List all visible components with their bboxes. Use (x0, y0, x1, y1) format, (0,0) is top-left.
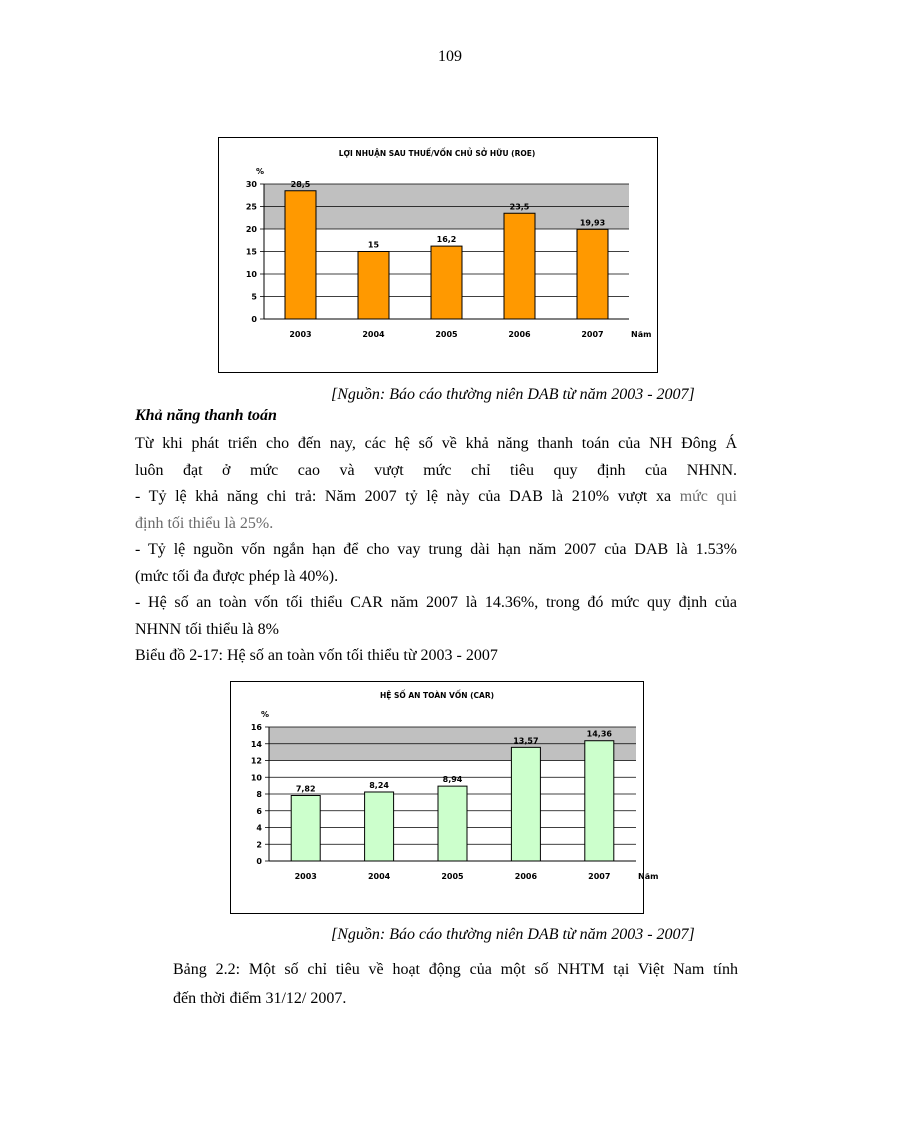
car-ytick-label: 16 (250, 723, 262, 732)
paragraph-line-1: Từ khi phát triển cho đến nay, các hệ số về khả năng thanh toán của NH Đông Á (135, 435, 737, 452)
roe-xtick-label: 2005 (435, 330, 458, 339)
body-paragraph (135, 431, 737, 643)
table-caption (173, 955, 738, 1013)
car-xtick-label: 2004 (367, 872, 391, 881)
car-data-label: 14,36 (586, 729, 612, 739)
roe-ylabel: % (256, 167, 265, 176)
roe-chart (219, 138, 657, 372)
paragraph-line-8: NHNN tối thiểu là 8% (135, 620, 279, 638)
car-ytick-label: 4 (256, 823, 262, 833)
car-chart (231, 682, 659, 913)
paragraph-line-2: luôn đạt ở mức cao và vượt mức chỉ tiêu quy định của NHNN. (135, 461, 737, 479)
paragraph-line-4: định tối thiểu là 25%. (135, 514, 274, 532)
car-bar (511, 747, 540, 861)
roe-bar (285, 191, 316, 319)
roe-bar (431, 246, 462, 319)
car-xtick-label: 2003 (294, 872, 317, 881)
table-caption-line-1: Bảng 2.2: Một số chỉ tiêu về hoạt động của một số NHTM tại Việt Nam tính (173, 961, 738, 978)
roe-data-label: 19,93 (579, 218, 606, 228)
roe-xtick-label: 2007 (581, 330, 604, 339)
roe-bar (358, 252, 389, 320)
section-heading: Khả năng thanh toán (135, 407, 277, 424)
paragraph-line-3 (135, 484, 737, 511)
car-xtick-label: 2005 (441, 872, 464, 881)
roe-ytick-label: 20 (245, 225, 257, 234)
roe-data-label: 28,5 (290, 179, 311, 189)
roe-bar (577, 229, 608, 319)
car-bar (291, 796, 320, 861)
car-xtick-label: 2007 (588, 872, 611, 881)
car-ytick-label: 0 (256, 857, 262, 866)
source-note-2: [Nguồn: Báo cáo thường niên DAB từ năm 2003 - 2007] (331, 926, 695, 943)
car-bar (438, 786, 467, 861)
car-ytick-label: 2 (256, 840, 262, 850)
car-ytick-label: 12 (250, 756, 262, 766)
roe-ytick-label: 15 (245, 247, 257, 257)
roe-title: LỢI NHUẬN SAU THUẾ/VỐN CHỦ SỞ HỮU (ROE) (338, 149, 536, 158)
roe-ytick-label: 30 (245, 180, 257, 189)
car-bar (585, 741, 614, 861)
roe-ytick-label: 25 (245, 202, 257, 212)
paragraph-line-3b: mức qui (679, 488, 737, 505)
car-bar (365, 792, 394, 861)
paragraph-line-5: - Tỷ lệ nguồn vốn ngắn hạn để cho vay trung dài hạn năm 2007 của DAB là 1.53% (135, 541, 737, 558)
paragraph-line-3a: - Tỷ lệ khả năng chi trả: Năm 2007 tỷ lệ này của DAB là 210% vượt xa (135, 488, 680, 505)
source-note-1: [Nguồn: Báo cáo thường niên DAB từ năm 2003 - 2007] (331, 386, 695, 403)
car-data-label: 8,24 (369, 780, 389, 790)
roe-xtick-label: 2004 (362, 330, 385, 339)
roe-xlabel: Năm (631, 330, 652, 339)
car-data-label: 8,94 (442, 775, 463, 785)
car-ytick-label: 8 (256, 790, 262, 799)
chart-caption-2-17: Biểu đồ 2-17: Hệ số an toàn vốn tối thiểu từ 2003 - 2007 (135, 647, 498, 664)
roe-xtick-label: 2006 (508, 330, 531, 339)
car-data-label: 7,82 (295, 784, 316, 794)
roe-bar (504, 213, 535, 319)
paragraph-line-7: - Hệ số an toàn vốn tối thiểu CAR năm 2007 là 14.36%, trong đó mức quy định của (135, 594, 737, 611)
car-ytick-label: 6 (256, 806, 262, 816)
roe-data-label: 23,5 (509, 202, 530, 212)
car-title: HỆ SỐ AN TOÀN VỐN (CAR) (379, 691, 495, 700)
car-ytick-label: 14 (250, 739, 262, 749)
roe-xtick-label: 2003 (289, 330, 312, 339)
table-caption-line-2: đến thời điểm 31/12/ 2007. (173, 990, 347, 1007)
roe-data-label: 16,2 (436, 235, 457, 245)
roe-ytick-label: 10 (245, 270, 257, 279)
car-data-label: 13,57 (513, 736, 539, 746)
car-ylabel: % (261, 710, 270, 719)
roe-data-label: 15 (367, 240, 380, 250)
page-number: 109 (438, 48, 462, 65)
roe-chart-frame (218, 137, 658, 373)
roe-ytick-label: 5 (251, 292, 257, 302)
car-chart-frame (230, 681, 659, 914)
paragraph-line-6: (mức tối đa được phép là 40%). (135, 567, 339, 585)
roe-ytick-label: 0 (251, 315, 257, 324)
car-xlabel: Năm (638, 872, 659, 881)
car-xtick-label: 2006 (514, 872, 538, 881)
car-ytick-label: 10 (250, 773, 262, 783)
